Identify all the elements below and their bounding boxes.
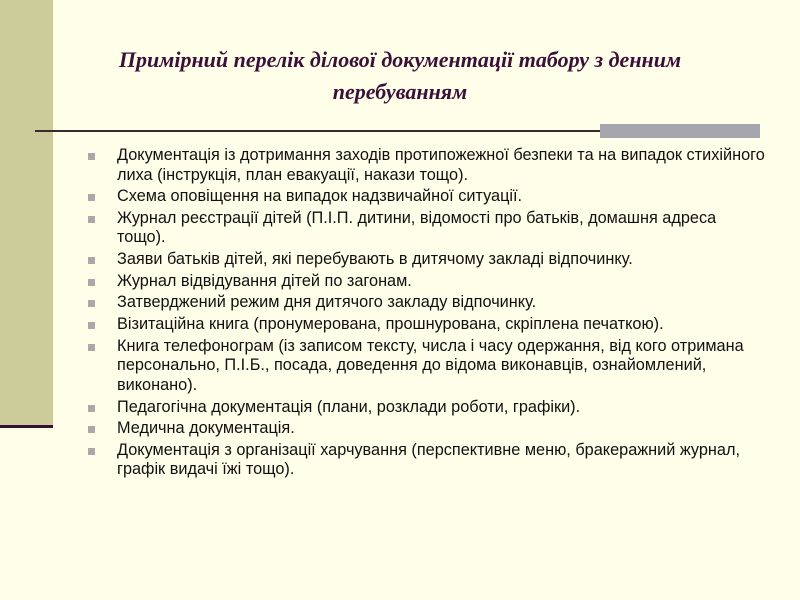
square-bullet-icon (88, 405, 95, 412)
list-item-text: Педагогічна документація (плани, розклади роботи, графіки). (117, 397, 581, 416)
list-item-text: Документація з організації харчування (перспективне меню, бракеражний журнал, графік видачі їжі тощо). (117, 440, 740, 479)
list-item-text: Схема оповіщення на випадок надзвичайної ситуації. (117, 187, 523, 206)
list-item (88, 315, 768, 335)
list-item (88, 146, 768, 185)
rule-accent-block (600, 124, 760, 138)
list-item (88, 187, 768, 207)
list-item-text: Медична документація. (117, 419, 295, 438)
list-item (88, 293, 768, 313)
square-bullet-icon (88, 194, 95, 201)
square-bullet-icon (88, 216, 95, 223)
square-bullet-icon (88, 300, 95, 307)
list-item (88, 209, 768, 248)
list-item (88, 250, 768, 270)
list-item-text: Журнал реєстрації дітей (П.І.П. дитини, відомості про батьків, домашня адреса тощо). (117, 208, 717, 247)
square-bullet-icon (88, 426, 95, 433)
square-bullet-icon (88, 344, 95, 351)
square-bullet-icon (88, 448, 95, 455)
list-item-text: Книга телефонограм (із записом тексту, числа і часу одержання, від кого отримана персонально, П.І.Б., посада, доведення до відома виконавців, ознайомлений, виконано). (117, 336, 744, 394)
square-bullet-icon (88, 322, 95, 329)
list-item (88, 272, 768, 292)
list-item-text: Журнал відвідування дітей по загонам. (117, 271, 412, 290)
square-bullet-icon (88, 279, 95, 286)
list-item-text: Затверджений режим дня дитячого закладу відпочинку. (117, 293, 537, 312)
slide-title: Примірний перелік ділової документації табору з денним перебуванням (118, 47, 682, 104)
list-item (88, 419, 768, 439)
document-list (88, 146, 768, 482)
list-item (88, 441, 768, 480)
list-item (88, 398, 768, 418)
square-bullet-icon (88, 153, 95, 160)
list-item-text: Візитаційна книга (пронумерована, прошнурована, скріплена печаткою). (117, 315, 664, 334)
sidebar-divider (0, 425, 53, 428)
list-item-text: Документація із дотримання заходів протипожежної безпеки та на випадок стихійного лиха (інструкція, план евакуації, накази тощо). (117, 146, 765, 184)
square-bullet-icon (88, 257, 95, 264)
list-item (88, 337, 768, 396)
sidebar-decoration (0, 0, 53, 425)
list-item-text: Заяви батьків дітей, які перебувають в дитячому закладі відпочинку. (117, 250, 633, 269)
